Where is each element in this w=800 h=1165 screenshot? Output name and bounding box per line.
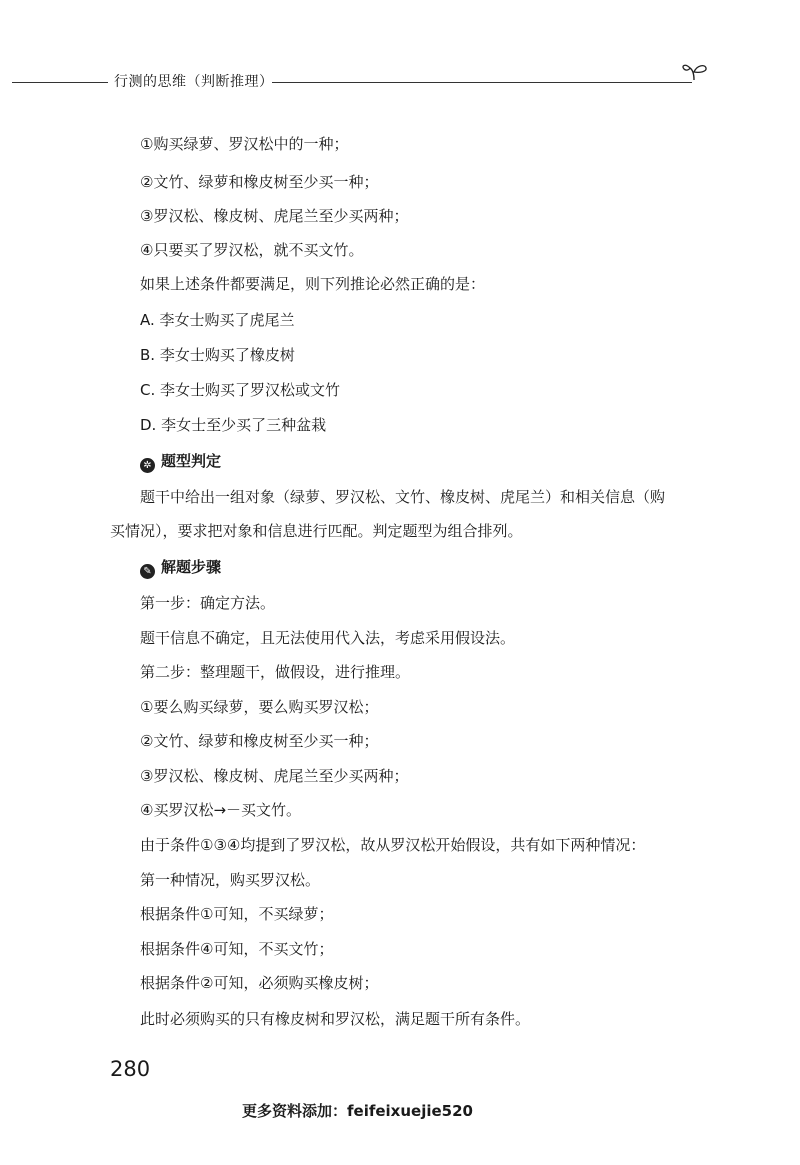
step-line: 由于条件①③④均提到了罗汉松，故从罗汉松开始假设，共有如下两种情况： (140, 836, 646, 854)
condition-2: ②文竹、绿萝和橡皮树至少买一种； (140, 173, 379, 191)
gear-icon: ✲ (140, 458, 155, 473)
section-title: 题型判定 (161, 452, 222, 470)
paragraph-line: 买情况），要求把对象和信息进行匹配。判定题型为组合排列。 (110, 522, 523, 540)
header-title: 行测的思维（判断推理） (114, 74, 274, 90)
header-rule-right (272, 82, 692, 83)
step-line: ③罗汉松、橡皮树、虎尾兰至少买两种； (140, 767, 409, 785)
step-line: 第一种情况，购买罗汉松。 (140, 871, 321, 889)
condition-1: ①购买绿萝、罗汉松中的一种； (140, 135, 349, 153)
page-number: 280 (110, 1057, 151, 1081)
step-line: 第一步：确定方法。 (140, 594, 276, 612)
step-line: 根据条件①可知，不买绿萝； (140, 905, 334, 923)
option-a: A. 李女士购买了虎尾兰 (140, 311, 295, 329)
footer-note: 更多资料添加：feifeixuejie520 (242, 1102, 473, 1120)
condition-4: ④只要买了罗汉松，就不买文竹。 (140, 241, 364, 259)
pen-icon: ✎ (140, 564, 155, 579)
step-line: 根据条件②可知，必须购买橡皮树； (140, 974, 379, 992)
step-line: ①要么购买绿萝，要么购买罗汉松； (140, 698, 379, 716)
step-line: ②文竹、绿萝和橡皮树至少买一种； (140, 732, 379, 750)
step-line: 根据条件④可知，不买文竹； (140, 940, 334, 958)
step-line: ④买罗汉松→－买文竹。 (140, 801, 302, 819)
header-rule-left (12, 82, 108, 83)
section-heading-steps (140, 557, 221, 579)
step-line: 题干信息不确定，且无法使用代入法，考虑采用假设法。 (140, 629, 516, 647)
paragraph-line: 题干中给出一组对象（绿萝、罗汉松、文竹、橡皮树、虎尾兰）和相关信息（购 (140, 488, 666, 506)
option-d: D. 李女士至少买了三种盆栽 (140, 416, 327, 434)
section-title: 解题步骤 (161, 558, 222, 576)
option-c: C. 李女士购买了罗汉松或文竹 (140, 381, 341, 399)
running-header (0, 62, 800, 102)
section-heading-type (140, 451, 221, 473)
sprout-icon (680, 60, 710, 82)
condition-3: ③罗汉松、橡皮树、虎尾兰至少买两种； (140, 207, 409, 225)
question-stem: 如果上述条件都要满足，则下列推论必然正确的是： (140, 275, 486, 293)
option-b: B. 李女士购买了橡皮树 (140, 346, 295, 364)
step-line: 第二步：整理题干，做假设，进行推理。 (140, 663, 411, 681)
step-line: 此时必须购买的只有橡皮树和罗汉松，满足题干所有条件。 (140, 1010, 531, 1028)
